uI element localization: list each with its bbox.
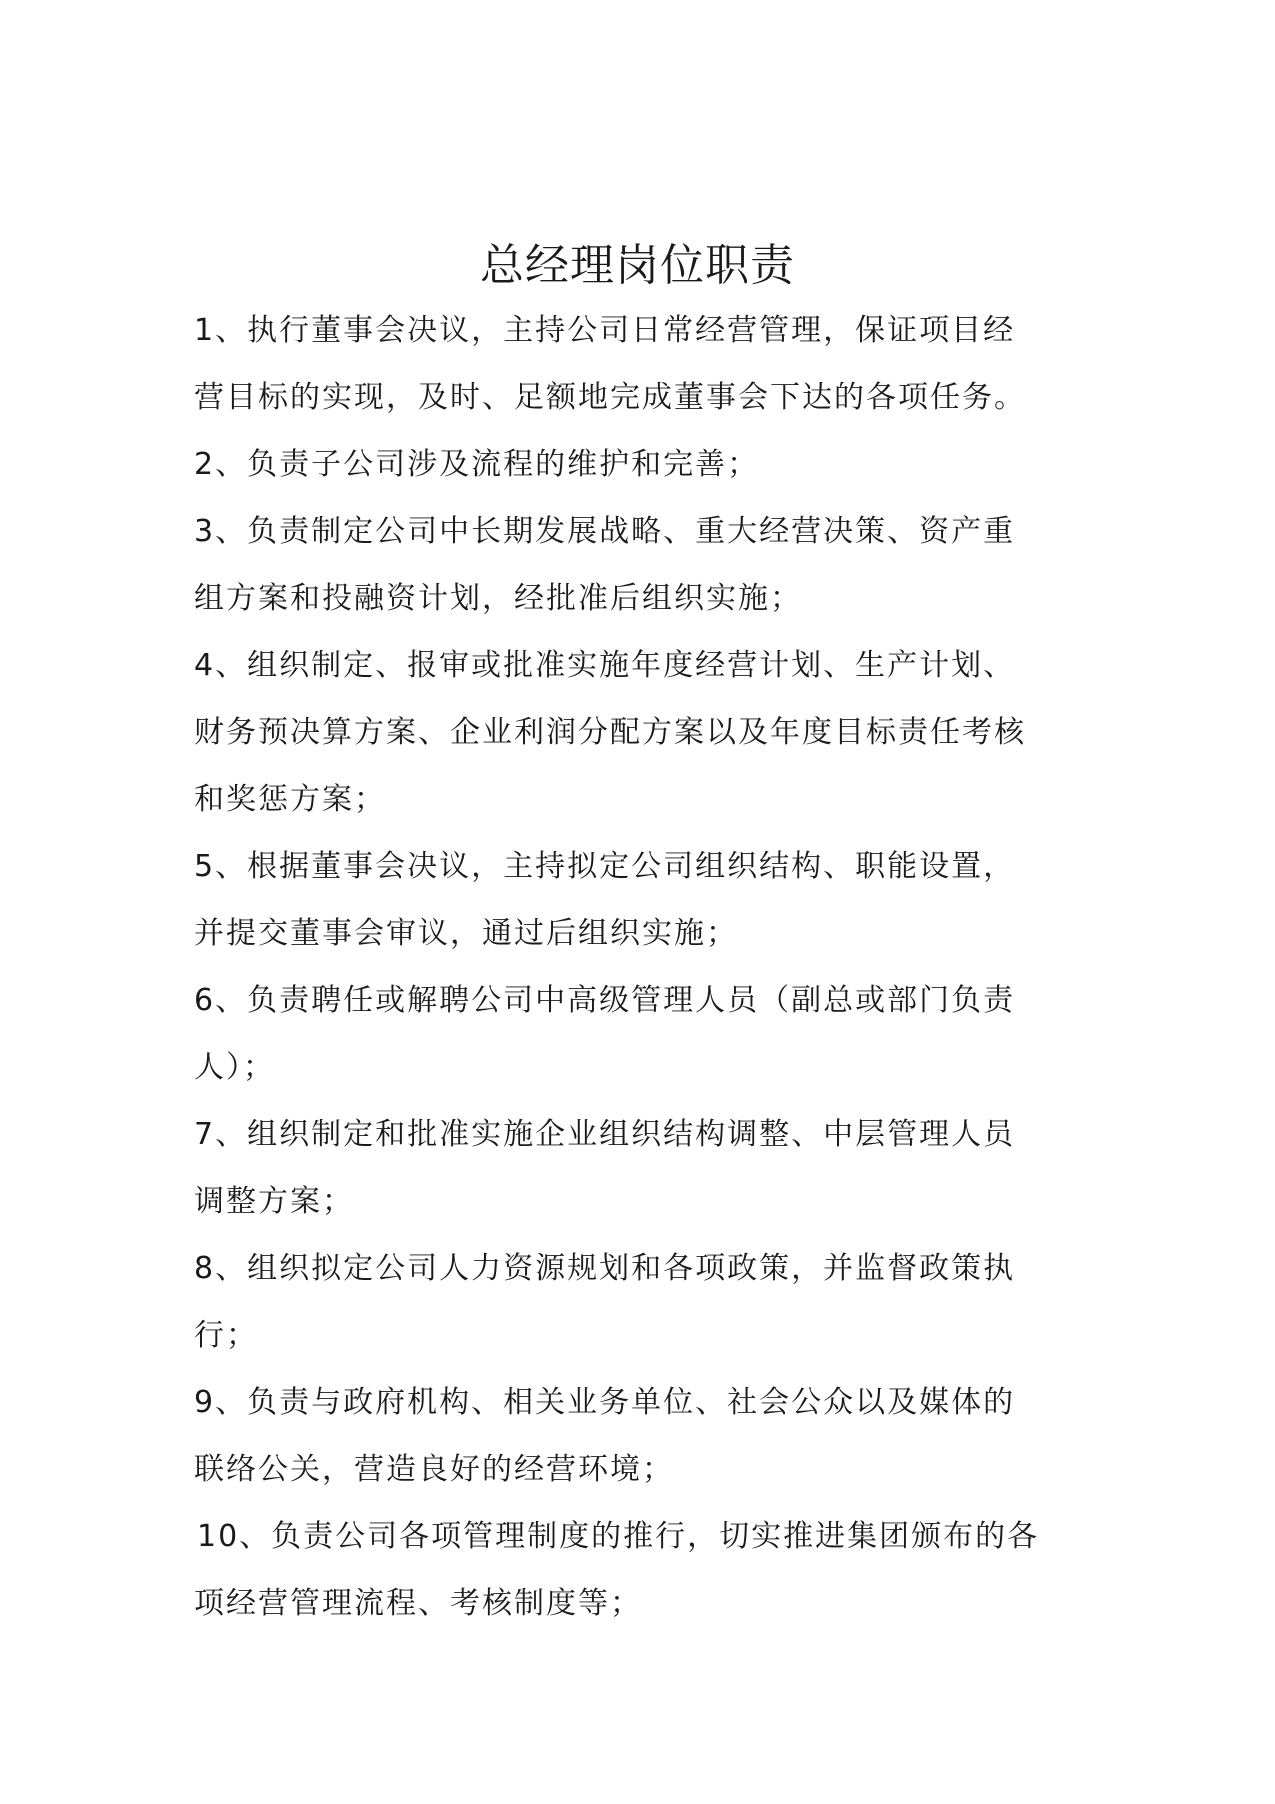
duty-9-line-1: 9、负责与政府机构、相关业务单位、社会公众以及媒体的 xyxy=(194,1385,1016,1420)
document-title: 总经理岗位职责 xyxy=(480,240,795,291)
duty-2-line-1: 2、负责子公司涉及流程的维护和完善； xyxy=(194,447,760,482)
duty-10-line-2: 项经营管理流程、考核制度等； xyxy=(194,1586,642,1621)
duty-6-line-1: 6、负责聘任或解聘公司中高级管理人员（副总或部门负责 xyxy=(194,983,1016,1018)
duty-10-line-1: 10、负责公司各项管理制度的推行，切实推进集团颁布的各 xyxy=(197,1519,1040,1554)
duty-9-line-2: 联络公关，营造良好的经营环境； xyxy=(194,1452,674,1487)
duty-8-line-2: 行； xyxy=(194,1318,258,1353)
duty-7-line-1: 7、组织制定和批准实施企业组织结构调整、中层管理人员 xyxy=(194,1117,1016,1152)
duty-4-line-1: 4、组织制定、报审或批准实施年度经营计划、生产计划、 xyxy=(194,648,1016,683)
duty-5-line-2: 并提交董事会审议，通过后组织实施； xyxy=(194,916,738,951)
duty-3-line-1: 3、负责制定公司中长期发展战略、重大经营决策、资产重 xyxy=(194,514,1016,549)
duty-4-line-2: 财务预决算方案、企业利润分配方案以及年度目标责任考核 xyxy=(194,715,1026,750)
duty-7-line-2: 调整方案； xyxy=(194,1184,354,1219)
duty-3-line-2: 组方案和投融资计划，经批准后组织实施； xyxy=(194,581,802,616)
duty-1-line-1: 1、执行董事会决议，主持公司日常经营管理，保证项目经 xyxy=(194,313,1016,348)
duty-4-line-3: 和奖惩方案； xyxy=(194,782,386,817)
duty-5-line-1: 5、根据董事会决议，主持拟定公司组织结构、职能设置， xyxy=(194,849,1016,884)
duty-6-line-2: 人）； xyxy=(194,1050,275,1085)
duty-8-line-1: 8、组织拟定公司人力资源规划和各项政策，并监督政策执 xyxy=(194,1251,1016,1286)
duty-1-line-2: 营目标的实现，及时、足额地完成董事会下达的各项任务。 xyxy=(194,380,1026,415)
